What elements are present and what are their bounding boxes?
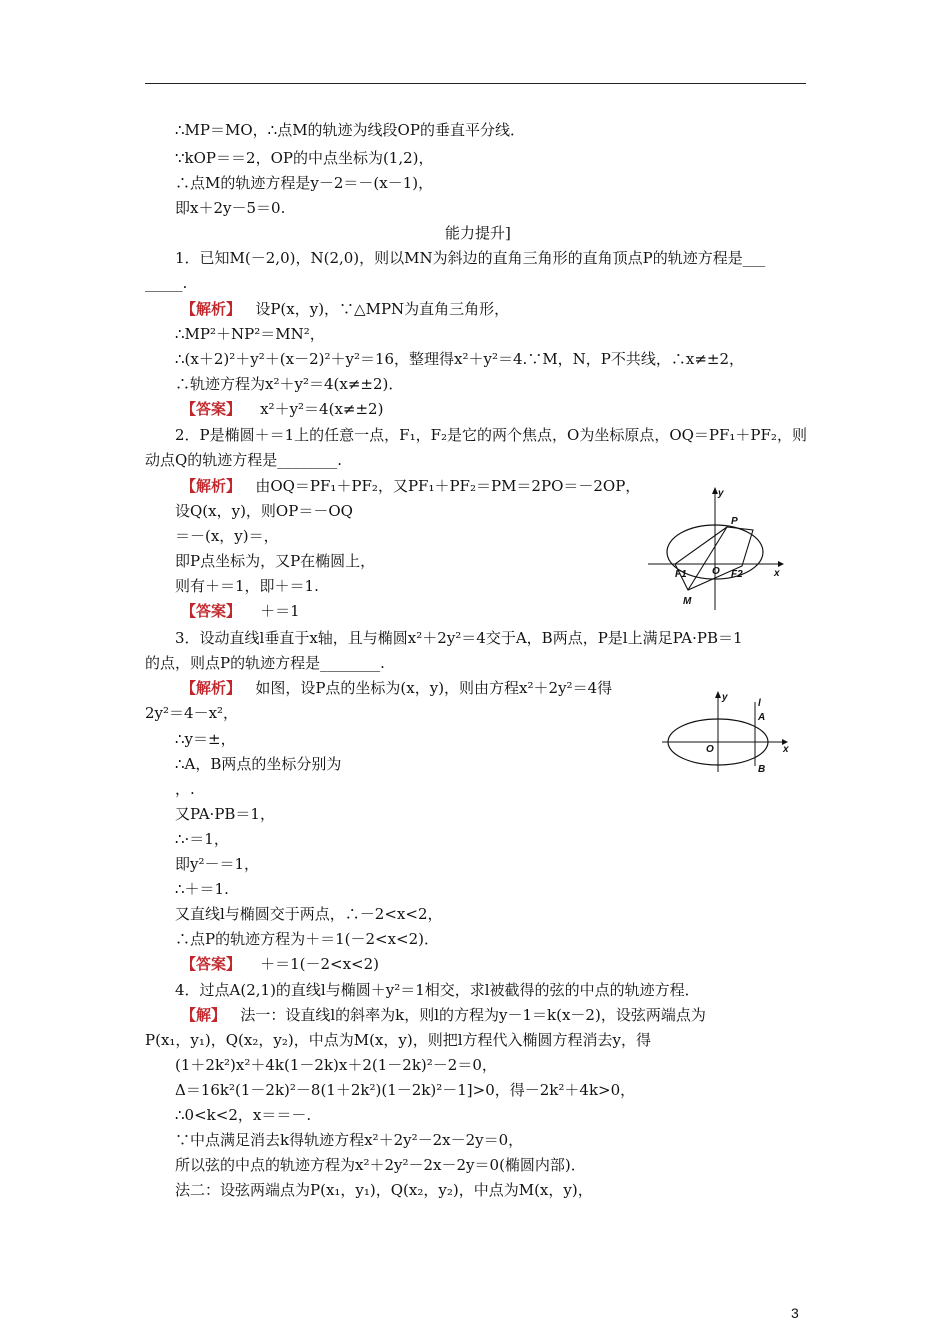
analysis-text: 如图，设P点的坐标为(x，y)，则由方程x²＋2y²＝4得 <box>255 679 613 697</box>
text-line: 又PA·PB＝1， <box>175 805 275 823</box>
text-line: ∴MP＝MO，∴点M的轨迹为线段OP的垂直平分线． <box>175 121 525 139</box>
header-rule <box>145 83 806 84</box>
label-b: B <box>758 764 766 775</box>
text-line: ∴点P的轨迹方程为＋＝1(－2<x<2)． <box>175 930 440 948</box>
question-3: 3．设动直线l垂直于x轴，且与椭圆x²＋2y²＝4交于A，B两点，P是l上满足PA·PB＝1 <box>175 629 743 647</box>
label-x: x <box>783 744 789 755</box>
text-line: ∴点M的轨迹方程是y－2＝－(x－1)， <box>175 174 434 192</box>
ellipse-figure-1 <box>642 482 792 612</box>
label-o: O <box>706 744 714 755</box>
label-l: l <box>758 698 761 709</box>
text-line: ∵中点满足消去k得轨迹方程x²＋2y²－2x－2y＝0， <box>175 1131 524 1149</box>
text-line: 所以弦的中点的轨迹方程为x²＋2y²－2x－2y＝0(椭圆内部)． <box>175 1156 586 1174</box>
answer-tag: 【答案】 <box>181 602 242 620</box>
label-y: y <box>718 488 724 499</box>
analysis-tag: 【解析】 <box>181 679 242 697</box>
text-line: (1＋2k²)x²＋4k(1－2k)x＋2(1－2k)²－2＝0， <box>175 1056 497 1074</box>
solution-line <box>181 1005 706 1025</box>
text-line: ∴y＝±， <box>175 730 236 748</box>
analysis-tag: 【解析】 <box>181 477 242 495</box>
y-arrow <box>715 691 721 698</box>
text-line: 的点，则点P的轨迹方程是________. <box>145 654 385 672</box>
label-o: O <box>712 566 720 577</box>
text-line: ∵kOP＝＝2，OP的中点坐标为(1,2)， <box>175 149 434 167</box>
text-line: ∴＋＝1. <box>175 880 229 898</box>
text-line: P(x₁，y₁)，Q(x₂，y₂)，中点为M(x，y)，则把l方程代入椭圆方程消去y，得 <box>145 1031 651 1049</box>
answer-tag: 【答案】 <box>181 955 242 973</box>
analysis-text: 设P(x，y)，∵△MPN为直角三角形， <box>255 300 510 318</box>
text-line: ∴A，B两点的坐标分别为 <box>175 755 342 773</box>
analysis-line <box>181 299 509 319</box>
text-line: 即P点坐标为，又P在椭圆上， <box>175 552 376 570</box>
answer-line <box>181 601 300 621</box>
page-number: 3 <box>791 1305 799 1321</box>
ellipse-figure-2 <box>660 686 795 776</box>
analysis-text: 由OQ＝PF₁＋PF₂，又PF₁＋PF₂＝PM＝2PO＝－2OP， <box>255 477 641 495</box>
x-arrow <box>778 561 784 567</box>
text-line: ＝－(x，y)＝， <box>175 527 279 545</box>
analysis-line <box>181 476 640 496</box>
answer-text: ＋＝1(－2<x<2) <box>260 955 380 973</box>
text-line: ，. <box>175 780 195 798</box>
label-f1: F1 <box>675 569 687 580</box>
question-2: 2．P是椭圆＋＝1上的任意一点，F₁，F₂是它的两个焦点，O为坐标原点，OQ＝PF₁＋PF₂，则 <box>175 426 807 444</box>
question-1: 1．已知M(－2,0)，N(2,0)，则以MN为斜边的直角三角形的直角顶点P的轨迹方程是___ <box>175 249 766 267</box>
solution-tag: 【解】 <box>181 1006 227 1024</box>
text-line: 又直线l与椭圆交于两点，∴－2<x<2， <box>175 905 443 923</box>
answer-tag: 【答案】 <box>181 400 242 418</box>
label-y: y <box>722 692 728 703</box>
answer-line <box>181 399 383 419</box>
text-line: 即x＋2y－5＝0. <box>175 199 286 217</box>
label-p: P <box>731 516 738 527</box>
section-heading: 能力提升] <box>445 224 511 242</box>
answer-line <box>181 954 379 974</box>
text-line: ∴·＝1， <box>175 830 229 848</box>
text-line: ∴MP²＋NP²＝MN²， <box>175 325 325 343</box>
parallelogram <box>675 527 753 590</box>
text-line: 设Q(x，y)，则OP＝－OQ <box>175 502 353 520</box>
text-line: 动点Q的轨迹方程是________. <box>145 451 343 469</box>
analysis-line <box>181 678 612 698</box>
text-line: _____. <box>145 274 188 292</box>
label-x: x <box>774 568 780 579</box>
text-line: 则有＋＝1，即＋＝1. <box>175 577 319 595</box>
text-line: 法二：设弦两端点为P(x₁，y₁)，Q(x₂，y₂)，中点为M(x，y)， <box>175 1181 593 1199</box>
label-a: A <box>758 712 766 723</box>
text-line: 2y²＝4－x²， <box>145 704 239 722</box>
text-line: ∴(x＋2)²＋y²＋(x－2)²＋y²＝16，整理得x²＋y²＝4.∵M，N，P不共线，∴x≠±2， <box>175 350 745 368</box>
analysis-tag: 【解析】 <box>181 300 242 318</box>
label-m: M <box>683 596 692 607</box>
text-line: 即y²－＝1， <box>175 855 260 873</box>
text-line: ∴0<k<2，x＝＝－. <box>175 1106 312 1124</box>
answer-text: x²＋y²＝4(x≠±2) <box>260 400 384 418</box>
solution-text: 法一：设直线l的斜率为k，则l的方程为y－1＝k(x－2)，设弦两端点为 <box>240 1006 706 1024</box>
answer-text: ＋＝1 <box>260 602 300 620</box>
label-f2: F2 <box>731 569 743 580</box>
text-line: Δ＝16k²(1－2k)²－8(1＋2k²)(1－2k)²－1]>0，得－2k²＋4k>0， <box>175 1081 636 1099</box>
question-4: 4．过点A(2,1)的直线l与椭圆＋y²＝1相交，求l被截得的弦的中点的轨迹方程． <box>175 981 700 999</box>
diagonal-pm <box>688 527 727 590</box>
text-line: ∴轨迹方程为x²＋y²＝4(x≠±2)． <box>175 375 404 393</box>
